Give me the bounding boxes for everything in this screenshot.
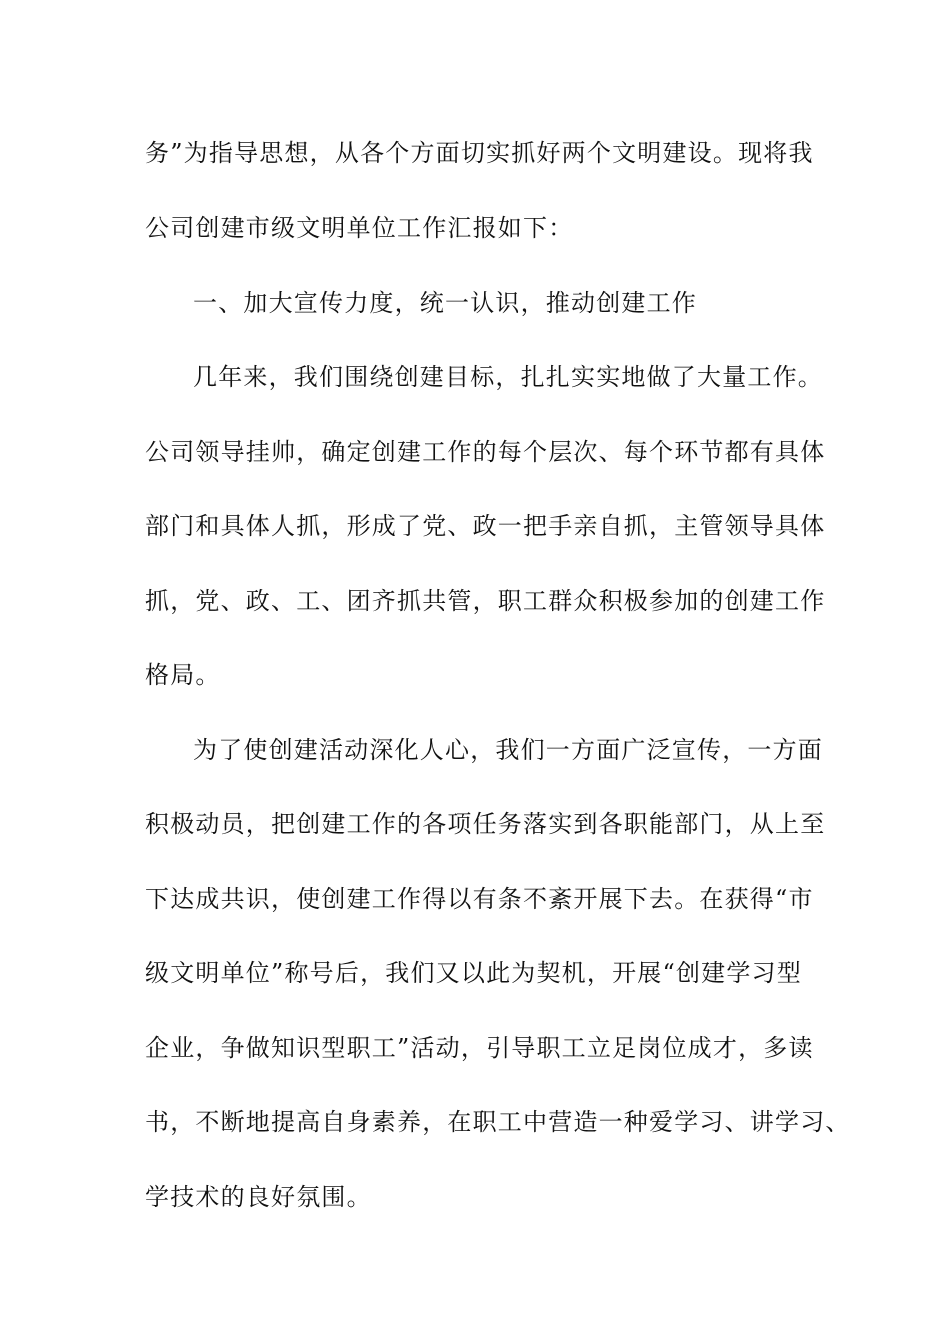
text-line: 部门和具体人抓，形成了党、政一把手亲自抓，主管领导具体 (145, 512, 826, 540)
text-line: 抓，党、政、工、团齐抓共管，职工群众积极参加的创建工作 (145, 587, 826, 615)
text-line: 企业，争做知识型职工”活动，引导职工立足岗位成才，多读 (145, 1034, 814, 1062)
text-line: 格局。 (145, 661, 221, 689)
text-line: 为了使创建活动深化人心，我们一方面广泛宣传，一方面 (193, 736, 823, 764)
section-heading: 一、加大宣传力度，统一认识，推动创建工作 (193, 289, 697, 317)
text-line: 学技术的良好氛围。 (145, 1183, 372, 1211)
text-line: 下达成共识，使创建工作得以有条不紊开展下去。在获得“市 (145, 885, 814, 913)
text-line: 积极动员，把创建工作的各项任务落实到各职能部门，从上至 (145, 810, 826, 838)
text-line: 级文明单位”称号后，我们又以此为契机，开展“创建学习型 (145, 959, 802, 987)
text-line: 公司创建市级文明单位工作汇报如下： (145, 214, 574, 242)
text-line: 几年来，我们围绕创建目标，扎扎实实地做了大量工作。 (193, 363, 823, 391)
text-line: 务”为指导思想，从各个方面切实抓好两个文明建设。现将我 (145, 139, 814, 167)
text-line: 公司领导挂帅，确定创建工作的每个层次、每个环节都有具体 (145, 438, 826, 466)
text-line: 书，不断地提高自身素养，在职工中营造一种爱学习、讲学习、 (145, 1108, 851, 1136)
